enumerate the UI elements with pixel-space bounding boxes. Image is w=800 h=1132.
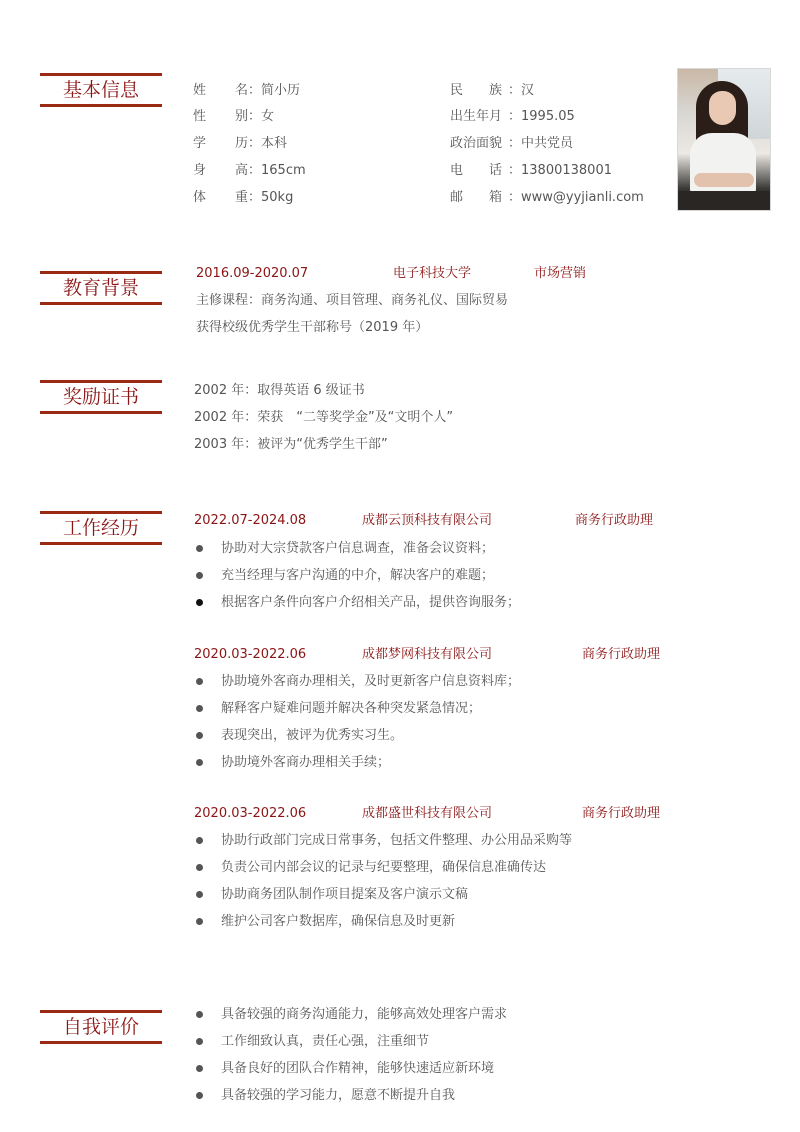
award-item: 2002 年：取得英语 6 级证书 bbox=[194, 383, 365, 398]
section-title: 自我评价 bbox=[62, 1016, 139, 1038]
list-item bbox=[192, 595, 520, 622]
job-duties bbox=[192, 541, 520, 622]
evaluation-text: 工作细致认真，责任心强，注重细节 bbox=[221, 1034, 430, 1049]
value-political: ：中共党员 bbox=[508, 136, 574, 151]
value-gender: ：女 bbox=[248, 109, 275, 124]
bullet-icon bbox=[196, 891, 203, 898]
job-role: 商务行政助理 bbox=[582, 647, 661, 662]
section-title: 奖励证书 bbox=[62, 386, 139, 408]
label-gender-b: 别 bbox=[235, 109, 249, 124]
education-major: 市场营销 bbox=[534, 266, 587, 281]
evaluation-text: 具备良好的团队合作精神，能够快速适应新环境 bbox=[221, 1061, 495, 1076]
value-height: ：165cm bbox=[248, 163, 306, 178]
label-height-b: 高 bbox=[235, 163, 249, 178]
list-item bbox=[192, 568, 520, 595]
bullet-icon bbox=[196, 1038, 203, 1045]
profile-photo bbox=[677, 68, 771, 211]
list-item bbox=[192, 728, 520, 755]
job-duties bbox=[192, 674, 520, 782]
label-birth: 出生年月 bbox=[450, 109, 503, 124]
bullet-icon bbox=[196, 545, 203, 552]
education-period: 2016.09-2020.07 bbox=[196, 266, 309, 281]
list-item bbox=[192, 701, 520, 728]
job-role: 商务行政助理 bbox=[582, 806, 661, 821]
job-role: 商务行政助理 bbox=[575, 513, 654, 528]
job-company: 成都盛世科技有限公司 bbox=[362, 806, 493, 821]
value-weight: ：50kg bbox=[248, 190, 294, 205]
value-email: ：www@yyjianli.com bbox=[508, 190, 644, 205]
duty-text: 协助商务团队制作项目提案及客户演示文稿 bbox=[221, 887, 469, 902]
duty-text: 表现突出，被评为优秀实习生。 bbox=[221, 728, 404, 743]
list-item bbox=[192, 755, 520, 782]
value-education: ：本科 bbox=[248, 136, 288, 151]
education-honor: 获得校级优秀学生干部称号（2019 年） bbox=[196, 320, 429, 335]
duty-text: 充当经理与客户沟通的中介，解决客户的难题； bbox=[221, 568, 495, 583]
bullet-icon bbox=[196, 864, 203, 871]
list-item bbox=[192, 833, 572, 860]
job-company: 成都梦网科技有限公司 bbox=[362, 647, 493, 662]
evaluation-text: 具备较强的学习能力，愿意不断提升自我 bbox=[221, 1088, 456, 1103]
bullet-icon bbox=[196, 572, 203, 579]
photo-arms bbox=[694, 173, 754, 187]
list-item bbox=[192, 1061, 507, 1088]
section-heading-basic-info bbox=[40, 73, 162, 107]
duty-text: 负责公司内部会议的记录与纪要整理，确保信息准确传达 bbox=[221, 860, 547, 875]
label-email: 邮 箱 bbox=[450, 190, 503, 205]
section-title: 教育背景 bbox=[62, 277, 139, 299]
section-heading-education bbox=[40, 271, 162, 305]
job-duties bbox=[192, 833, 572, 941]
value-ethnicity: ：汉 bbox=[508, 83, 535, 98]
education-courses: 主修课程：商务沟通、项目管理、商务礼仪、国际贸易 bbox=[196, 293, 509, 308]
duty-text: 维护公司客户数据库，确保信息及时更新 bbox=[221, 914, 456, 929]
duty-text: 根据客户条件向客户介绍相关产品，提供咨询服务； bbox=[221, 595, 521, 610]
list-item bbox=[192, 860, 572, 887]
label-education-a: 学 bbox=[193, 136, 207, 151]
label-name-b: 名 bbox=[235, 83, 249, 98]
label-height-a: 身 bbox=[193, 163, 207, 178]
award-item: 2003 年：被评为“优秀学生干部” bbox=[194, 437, 388, 452]
job-period: 2022.07-2024.08 bbox=[194, 513, 307, 528]
value-birth: ：1995.05 bbox=[508, 109, 575, 124]
section-title: 基本信息 bbox=[62, 79, 139, 101]
value-name: ：简小历 bbox=[248, 83, 301, 98]
evaluation-text: 具备较强的商务沟通能力，能够高效处理客户需求 bbox=[221, 1007, 508, 1022]
duty-text: 协助境外客商办理相关，及时更新客户信息资料库； bbox=[221, 674, 521, 689]
bullet-icon bbox=[196, 759, 203, 766]
bullet-icon bbox=[196, 1092, 203, 1099]
section-title: 工作经历 bbox=[62, 517, 139, 539]
bullet-icon bbox=[196, 1011, 203, 1018]
value-phone: ：13800138001 bbox=[508, 163, 612, 178]
bullet-icon bbox=[196, 1065, 203, 1072]
bullet-icon bbox=[196, 732, 203, 739]
job-period: 2020.03-2022.06 bbox=[194, 647, 307, 662]
job-company: 成都云顶科技有限公司 bbox=[362, 513, 493, 528]
bullet-icon bbox=[196, 705, 203, 712]
label-ethnicity: 民 族 bbox=[450, 83, 503, 98]
award-item: 2002 年：荣获 “二等奖学金”及“文明个人” bbox=[194, 410, 454, 425]
list-item bbox=[192, 1088, 507, 1115]
list-item bbox=[192, 1034, 507, 1061]
label-phone: 电 话 bbox=[450, 163, 503, 178]
list-item bbox=[192, 914, 572, 941]
education-school: 电子科技大学 bbox=[393, 266, 472, 281]
bullet-icon bbox=[196, 918, 203, 925]
section-heading-work bbox=[40, 511, 162, 545]
duty-text: 解释客户疑难问题并解决各种突发紧急情况； bbox=[221, 701, 482, 716]
duty-text: 协助境外客商办理相关手续； bbox=[221, 755, 391, 770]
label-political: 政治面貌 bbox=[450, 136, 503, 151]
list-item bbox=[192, 1007, 507, 1034]
list-item bbox=[192, 541, 520, 568]
bullet-icon bbox=[196, 678, 203, 685]
section-heading-awards bbox=[40, 380, 162, 414]
list-item bbox=[192, 674, 520, 701]
list-item bbox=[192, 887, 572, 914]
duty-text: 协助对大宗贷款客户信息调查，准备会议资料； bbox=[221, 541, 495, 556]
label-education-b: 历 bbox=[235, 136, 249, 151]
photo-face bbox=[709, 91, 736, 125]
label-weight-b: 重 bbox=[235, 190, 249, 205]
duty-text: 协助行政部门完成日常事务，包括文件整理、办公用品采购等 bbox=[221, 833, 573, 848]
job-period: 2020.03-2022.06 bbox=[194, 806, 307, 821]
self-evaluation-list bbox=[192, 1007, 507, 1115]
label-weight-a: 体 bbox=[193, 190, 207, 205]
label-gender-a: 性 bbox=[193, 109, 207, 124]
bullet-icon bbox=[196, 837, 203, 844]
bullet-icon bbox=[196, 599, 203, 606]
photo-desk bbox=[678, 191, 770, 210]
section-heading-self-evaluation bbox=[40, 1010, 162, 1044]
label-name-a: 姓 bbox=[193, 83, 207, 98]
